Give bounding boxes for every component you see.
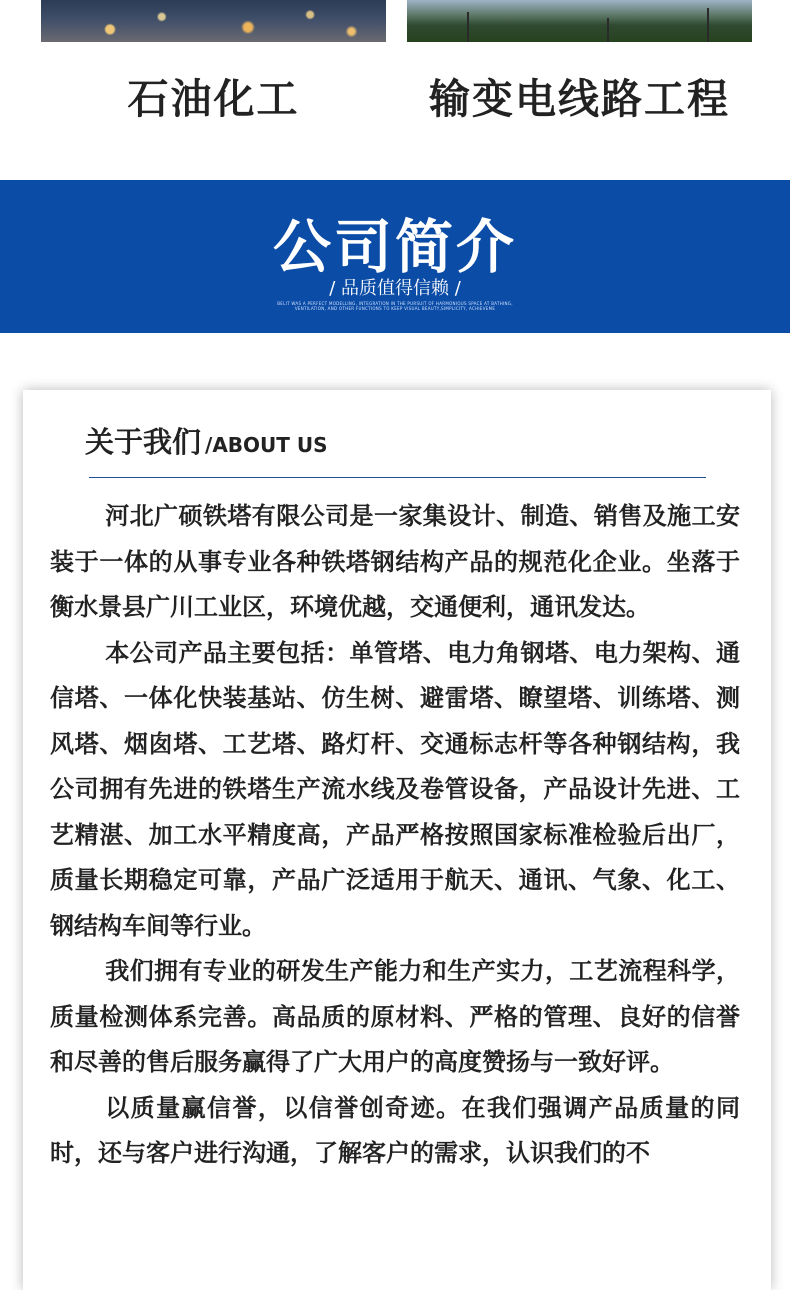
banner-small-text: BELIT WAS A PERFECT MODELLING, INTEGRATION IN THE PURSUIT OF HARMONIOUS SPACE AT BATHING, VENTILATION, AND OTHER FUNCTIONS TO KEEP VISUAL BEAUTY,SIMPLICITY, ACHIEVEME — [277, 301, 513, 311]
company-intro-banner — [0, 180, 790, 333]
about-title-cn: 关于我们 — [85, 425, 202, 459]
about-heading — [85, 420, 328, 461]
about-paragraph: 河北广硕铁塔有限公司是一家集设计、制造、销售及施工安装于一体的从事专业各种铁塔钢结构产品的规范化企业。坐落于衡水景县广川工业区，环境优越，交通便利，通讯发达。 — [50, 502, 740, 621]
about-paragraph: 以质量赢信誉，以信誉创奇迹。在我们强调产品质量的同时，还与客户进行沟通，了解客户的需求，认识我们的不 — [50, 1093, 740, 1167]
heading-divider — [89, 477, 706, 478]
category-label-power-transmission: 输变电线路工程 — [429, 75, 730, 123]
about-body — [50, 494, 740, 1177]
banner-title: 公司简介 — [272, 213, 517, 281]
about-paragraph: 我们拥有专业的研发生产能力和生产实力，工艺流程科学，质量检测体系完善。高品质的原材料、严格的管理、良好的信誉和尽善的售后服务赢得了广大用户的高度赞扬与一致好评。 — [50, 957, 740, 1076]
banner-subtitle: / 品质值得信赖 / — [329, 278, 461, 299]
petrochemical-photo — [41, 0, 386, 42]
power-line-photo — [407, 0, 752, 42]
power-pole-shape — [707, 8, 709, 42]
about-title-en: /ABOUT US — [205, 433, 328, 457]
category-label-petrochemical: 石油化工 — [127, 75, 300, 123]
about-card — [23, 390, 771, 1290]
about-paragraph: 本公司产品主要包括：单管塔、电力角钢塔、电力架构、通信塔、一体化快装基站、仿生树、避雷塔、瞭望塔、训练塔、测风塔、烟囱塔、工艺塔、路灯杆、交通标志杆等各种钢结构，我公司拥有先进的铁塔生产流水线及卷管设备，产品设计先进、工艺精湛、加工水平精度高，产品严格按照国家标准检验后出厂，质量长期稳定可靠，产品广泛适用于航天、通讯、气象、化工、钢结构车间等行业。 — [50, 638, 740, 940]
power-pole-shape — [467, 12, 469, 42]
power-pole-shape — [607, 18, 609, 42]
